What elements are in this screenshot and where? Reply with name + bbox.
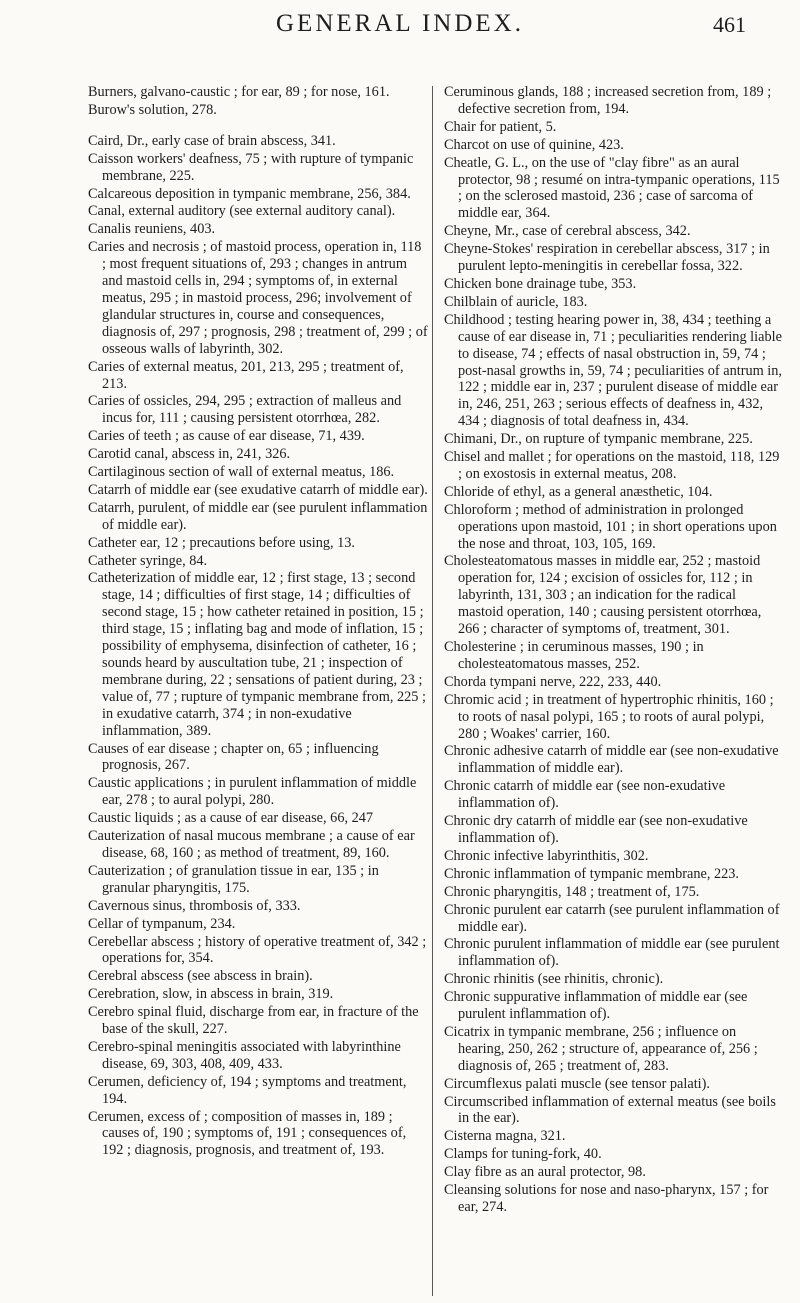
column-divider [432,86,433,1296]
index-entry: Cauterization ; of granulation tissue in ear, 135 ; in granular pharyngitis, 175. [88,862,379,896]
index-entry: Chronic rhinitis (see rhinitis, chronic). [444,971,664,988]
index-entry: Chronic infective labyrinthitis, 302. [444,847,649,864]
index-entry: Cerebral abscess (see abscess in brain). [88,968,313,985]
index-entry: Cerebro spinal fluid, discharge from ear, in fracture of the base of the skull, 227. [88,1004,419,1038]
index-entry: Caries of teeth ; as cause of ear disease, 71, 439. [88,428,365,445]
index-entry: Caird, Dr., early case of brain abscess, 341. [88,132,336,149]
index-entry: Cauterization of nasal mucous membrane ; a cause of ear disease, 68, 160 ; as method of treatment, 89, 160. [88,828,415,861]
index-entry: Burow's solution, 278. [88,101,217,118]
index-entry: Circumscribed inflammation of external meatus (see boils in the ear). [444,1093,776,1127]
index-entry: Caries of ossicles, 294, 295 ; extraction of malleus and incus for, 111 ; causing persistent otorrhœa, 282. [88,393,402,427]
index-entry: Clay fibre as an aural protector, 98. [444,1164,646,1181]
index-entry: Cisterna magna, 321. [444,1128,566,1145]
index-entry: Catheterization of middle ear, 12 ; first stage, 13 ; second stage, 14 ; difficulties of first stage, 14 ; difficulties of second stage, 15 ; how catheter retained in position, 15 ; third stage, 15 ; inflating bag and mode of inflation, 15 ; possibility of emphysema, disinfection of catheter, 16 ; sounds heard by auscultation tube, 21 ; inspection of membrane during, 22 ; sensations of patient during, 23 ; value of, 77 ; rupture of tympanic membrane from, 225 ; in exudative catarrh, 374 ; in non-exudative inflammation, 389. [88,570,426,739]
index-entry: Childhood ; testing hearing power in, 38, 434 ; teething a cause of ear disease in, 71 ; peculiarities rendering liable to disease, 74 ; effects of nasal obstruction in, 59, 74 ; post-nasal growths in, 59, 74 ; peculiarities of antrum in, 122 ; middle ear in, 237 ; purulent disease of middle ear in, 246, 251, 263 ; serious effects of deafness in, 432, 434 ; diagnosis of total deafness in, 434. [444,311,783,430]
index-entry: Chronic dry catarrh of middle ear (see non-exudative inflammation of). [444,813,748,846]
index-entry: Chronic purulent ear catarrh (see purulent inflammation of middle ear). [444,901,780,935]
index-entry: Canal, external auditory (see external auditory canal). [88,203,396,220]
index-entry: Chicken bone drainage tube, 353. [444,275,637,292]
index-entry: Catarrh of middle ear (see exudative catarrh of middle ear). [88,481,428,498]
index-column-right [444,84,784,1217]
index-entry: Chromic acid ; in treatment of hypertrophic rhinitis, 160 ; to roots of nasal polypi, 165 ; to roots of aural polypi, 280 ; Woakes' carrier, 160. [444,691,774,742]
index-entry: Catarrh, purulent, of middle ear (see purulent inflammation of middle ear). [88,499,428,533]
index-entry: Chimani, Dr., on rupture of tympanic membrane, 225. [444,431,753,448]
index-entry: Chronic inflammation of tympanic membrane, 223. [444,865,739,882]
index-entry: Burners, galvano-caustic ; for ear, 89 ; for nose, 161. [88,84,390,100]
index-entry: Catheter syringe, 84. [88,552,208,569]
index-entry: Chronic pharyngitis, 148 ; treatment of, 175. [444,883,700,900]
index-entry: Cheatle, G. L., on the use of "clay fibre" as an aural protector, 98 ; resumé on intra-tympanic operations, 115 ; on the sclerosed mastoid, 236 ; case of sarcoma of middle ear, 364. [444,154,780,222]
index-entry: Cheyne, Mr., case of cerebral abscess, 342. [444,223,691,240]
index-entry: Cheyne-Stokes' respiration in cerebellar abscess, 317 ; in purulent lepto-meningitis in cerebellar fossa, 322. [444,241,770,275]
index-entry: Clamps for tuning-fork, 40. [444,1146,602,1163]
index-entry: Caisson workers' deafness, 75 ; with rupture of tympanic membrane, 225. [88,150,414,184]
index-entry: Canalis reuniens, 403. [88,221,216,238]
index-entry: Cholesteatomatous masses in middle ear, 252 ; mastoid operation for, 124 ; excision of ossicles for, 112 ; in labyrinth, 131, 303 ; an indication for the radical mastoid operation, 140 ; causing persistent otorrhœa, 266 ; character of symptoms of, treatment, 301. [444,553,762,638]
index-entry: Chloride of ethyl, as a general anæsthetic, 104. [444,483,713,500]
index-entry: Causes of ear disease ; chapter on, 65 ; influencing prognosis, 267. [88,740,379,774]
index-entry: Cleansing solutions for nose and naso-pharynx, 157 ; for ear, 274. [444,1182,769,1215]
index-entry: Chronic catarrh of middle ear (see non-exudative inflammation of). [444,778,726,812]
index-column-left [88,84,428,1160]
index-entry: Cerumen, deficiency of, 194 ; symptoms and treatment, 194. [88,1073,407,1107]
index-entry: Cicatrix in tympanic membrane, 256 ; influence on hearing, 250, 262 ; structure of, appearance of, 256 ; diagnosis of, 265 ; treatment of, 283. [444,1023,758,1074]
index-entry: Caries of external meatus, 201, 213, 295 ; treatment of, 213. [88,358,404,392]
index-entry: Chorda tympani nerve, 222, 233, 440. [444,673,662,690]
index-entry: Cerebro-spinal meningitis associated with labyrinthine disease, 69, 303, 408, 409, 433. [88,1038,401,1072]
index-entry: Calcareous deposition in tympanic membrane, 256, 384. [88,185,411,202]
index-entry: Charcot on use of quinine, 423. [444,136,624,153]
index-entry: Caustic liquids ; as a cause of ear disease, 66, 247 [88,810,374,827]
index-entry: Cerumen, excess of ; composition of masses in, 189 ; causes of, 190 ; symptoms of, 191 ; consequences of, 192 ; diagnosis, prognosis, and treatment of, 193. [88,1108,407,1159]
index-entry: Carotid canal, abscess in, 241, 326. [88,446,291,463]
index-entry: Catheter ear, 12 ; precautions before using, 13. [88,534,356,551]
index-entry: Cellar of tympanum, 234. [88,915,236,932]
index-entry: Cartilaginous section of wall of external meatus, 186. [88,464,395,481]
index-entry: Chronic purulent inflammation of middle ear (see purulent inflammation of). [444,936,780,970]
index-entry: Ceruminous glands, 188 ; increased secretion from, 189 ; defective secretion from, 194. [444,84,772,117]
index-entry: Chloroform ; method of administration in prolonged operations upon mastoid, 101 ; in short operations upon the nose and throat, 103, 105, 169. [444,501,777,552]
index-entry: Chronic suppurative inflammation of middle ear (see purulent inflammation of). [444,989,748,1023]
running-title: GENERAL INDEX. [276,10,524,37]
index-entry: Chilblain of auricle, 183. [444,293,588,310]
index-entry: Caries and necrosis ; of mastoid process, operation in, 118 ; most frequent situations of, 293 ; changes in antrum and mastoid cells in, 294 ; symptoms of, in external meatus, 295 ; in mastoid process, 296; involvement of glandular structures in, course and consequences, diagnosis of, 297 ; prognosis, 298 ; treatment of, 299 ; of osseous walls of labyrinth, 302. [88,239,428,357]
index-entry: Cavernous sinus, thrombosis of, 333. [88,897,301,914]
index-entry: Cholesterine ; in ceruminous masses, 190 ; in cholesteatomatous masses, 252. [444,639,704,672]
index-entry: Caustic applications ; in purulent inflammation of middle ear, 278 ; to aural polypi, 280. [88,775,417,809]
index-entry: Chair for patient, 5. [444,118,557,135]
index-entry: Circumflexus palati muscle (see tensor palati). [444,1075,710,1092]
index-entry: Cerebration, slow, in abscess in brain, 319. [88,986,334,1003]
page-number: 461 [713,12,746,37]
index-entry: Chisel and mallet ; for operations on the mastoid, 118, 129 ; on exostosis in external meatus, 208. [444,449,780,482]
index-entry: Cerebellar abscess ; history of operative treatment of, 342 ; operations for, 354. [88,933,427,967]
index-entry: Chronic adhesive catarrh of middle ear (see non-exudative inflammation of middle ear). [444,743,779,777]
